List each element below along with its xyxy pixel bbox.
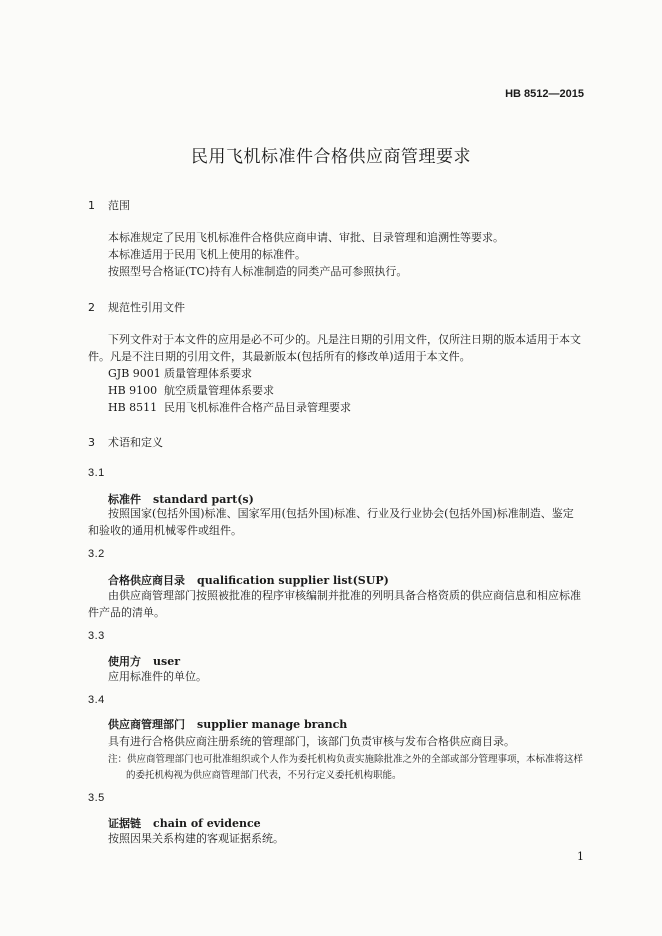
term-en: chain of evidence	[153, 817, 261, 830]
page-number: 1	[577, 850, 584, 863]
term-heading	[108, 716, 347, 732]
term-zh: 标准件	[108, 493, 141, 506]
term-definition: 由供应商管理部门按照被批准的程序审核编制并批准的列明具备合格资质的供应商信息和相应标准件产品的清单。	[88, 589, 581, 619]
section-title: 术语和定义	[108, 436, 163, 449]
paragraph: 按照型号合格证(TC)持有人标准制造的同类产品可参照执行。	[108, 265, 408, 278]
term-definition: 具有进行合格供应商注册系统的管理部门，该部门负责审核与发布合格供应商目录。	[108, 735, 515, 748]
term-heading	[108, 815, 261, 831]
term-number: 3.2	[88, 548, 105, 560]
section-number: 3	[88, 436, 95, 449]
term-zh: 证据链	[108, 817, 141, 830]
document-number: HB 8512—2015	[505, 88, 584, 100]
term-definition: 按照国家(包括外国)标准、国家军用(包括外国)标准、行业及行业协会(包括外国)标准制造、鉴定和验收的通用机械零件或组件。	[88, 507, 574, 537]
term-number: 3.5	[88, 792, 105, 804]
term-definition: 按照因果关系构建的客观证据系统。	[108, 832, 284, 845]
term-note	[108, 752, 588, 784]
note-line-1: 注：供应商管理部门也可批准组织或个人作为委托机构负责实施除批准之外的全部或部分管理事项，本标准将这样	[108, 754, 584, 765]
reference-code: HB 8511	[108, 401, 158, 414]
paragraph: 下列文件对于本文件的应用是必不可少的。凡是注日期的引用文件，仅所注日期的版本适用于本文件。凡是不注日期的引用文件，其最新版本(包括所有的修改单)适用于本文件。	[88, 333, 581, 363]
reference-item	[108, 400, 351, 416]
section-1-heading	[88, 197, 130, 213]
term-en: standard part(s)	[153, 493, 254, 506]
reference-title: 航空质量管理体系要求	[164, 384, 274, 397]
page-title: 民用飞机标准件合格供应商管理要求	[191, 147, 471, 167]
reference-item	[108, 366, 252, 382]
paragraph: 本标准适用于民用飞机上使用的标准件。	[108, 248, 306, 261]
term-en: qualification supplier list(SUP)	[197, 574, 389, 587]
section-2-heading	[88, 299, 185, 315]
reference-title: 质量管理体系要求	[164, 367, 252, 380]
note-line-2: 的委托机构视为供应商管理部门代表，不另行定义委托机构职能。	[126, 770, 402, 781]
term-number: 3.4	[88, 694, 105, 706]
term-zh: 合格供应商目录	[108, 574, 185, 587]
term-number: 3.3	[88, 630, 105, 642]
term-en: user	[153, 655, 180, 668]
reference-title: 民用飞机标准件合格产品目录管理要求	[164, 401, 351, 414]
reference-item	[108, 383, 274, 399]
term-en: supplier manage branch	[197, 718, 348, 731]
term-zh: 使用方	[108, 655, 141, 668]
term-heading	[108, 572, 389, 588]
term-heading	[108, 653, 180, 669]
paragraph: 本标准规定了民用飞机标准件合格供应商申请、审批、目录管理和追溯性等要求。	[108, 231, 504, 244]
section-number: 2	[88, 301, 95, 314]
term-definition: 应用标准件的单位。	[108, 670, 207, 683]
section-3-heading	[88, 434, 163, 450]
section-number: 1	[88, 199, 95, 212]
term-zh: 供应商管理部门	[108, 718, 185, 731]
reference-code: GJB 9001	[108, 367, 161, 380]
section-title: 规范性引用文件	[108, 301, 185, 314]
section-title: 范围	[108, 199, 130, 212]
reference-code: HB 9100	[108, 384, 158, 397]
term-number: 3.1	[88, 467, 105, 479]
